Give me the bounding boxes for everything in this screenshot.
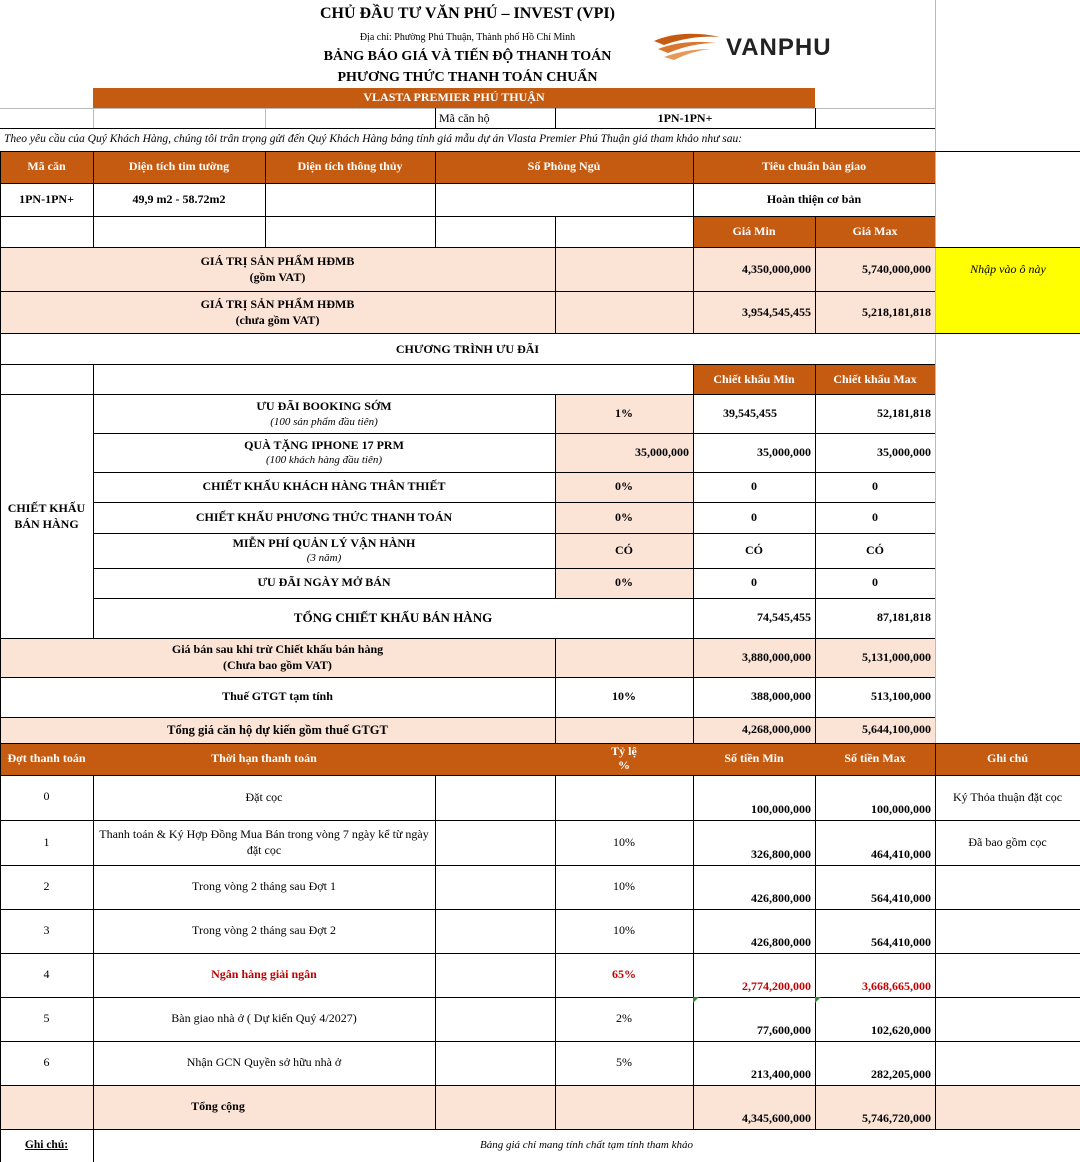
header-price-max: Giá Max — [815, 216, 935, 247]
schedule-amount-min: 426,800,000 — [751, 891, 811, 906]
schedule-percentage: 10% — [613, 834, 635, 849]
company-address: Địa chỉ: Phường Phú Thuận, Thành phố Hồ Chí Minh — [359, 31, 576, 43]
promo-item-min: 39,545,455 — [723, 406, 777, 421]
header-amount-min: Số tiền Min — [693, 743, 815, 775]
value-with-vat-line2: (gồm VAT) — [249, 269, 306, 284]
promo-item-name: ƯU ĐÃI BOOKING SỚM — [256, 399, 392, 414]
promo-item-min: 0 — [751, 575, 757, 590]
after-discount-max: 5,131,000,000 — [862, 649, 931, 664]
promo-item-rate: 0% — [615, 509, 633, 524]
header-clear-area: Diện tích thông thủy — [265, 151, 435, 183]
schedule-percentage: 65% — [612, 967, 636, 982]
after-discount-line2: (Chưa bao gồm VAT) — [223, 657, 332, 672]
promo-item-min: CÓ — [745, 542, 763, 557]
schedule-amount-min: 213,400,000 — [751, 1067, 811, 1082]
document-title: BẢNG BÁO GIÁ VÀ TIẾN ĐỘ THANH TOÁN — [323, 49, 612, 65]
promo-item-rate: 1% — [615, 406, 633, 421]
promo-item-max: CÓ — [866, 542, 884, 557]
promo-item-max: 0 — [872, 509, 878, 524]
schedule-total-max: 5,746,720,000 — [862, 1111, 931, 1126]
unit-code-label: Mã căn hộ — [439, 110, 490, 125]
input-note-cell[interactable]: Nhập vào ô này — [936, 248, 1080, 333]
schedule-percentage: 5% — [616, 1055, 632, 1070]
promo-item-min: 0 — [751, 479, 757, 494]
value-with-vat-max: 5,740,000,000 — [862, 261, 931, 276]
schedule-note: Đã bao gồm cọc — [968, 834, 1047, 849]
header-note: Ghi chú — [935, 743, 1080, 775]
promo-item-sub: (100 khách hàng đầu tiên) — [265, 454, 383, 467]
promo-item-max: 35,000,000 — [877, 444, 931, 459]
schedule-phase: 1 — [43, 834, 50, 849]
schedule-term: Bàn giao nhà ở ( Dự kiến Quý 4/2027) — [171, 1011, 357, 1026]
after-discount-min: 3,880,000,000 — [742, 649, 811, 664]
grand-total-min: 4,268,000,000 — [742, 722, 811, 737]
value-without-vat-max: 5,218,181,818 — [862, 304, 931, 319]
promo-item-name: CHIẾT KHẤU KHÁCH HÀNG THÂN THIẾT — [202, 479, 446, 494]
promo-item-rate: 35,000,000 — [635, 444, 689, 459]
value-with-vat-line1: GIÁ TRỊ SẢN PHẨM HĐMB — [200, 253, 355, 268]
schedule-amount-min: 77,600,000 — [757, 1023, 811, 1038]
schedule-total-min: 4,345,600,000 — [742, 1111, 811, 1126]
header-price-min: Giá Min — [693, 216, 815, 247]
unit-code-value: 1PN-1PN+ — [657, 110, 713, 125]
handover-standard-cell: Hoàn thiện cơ bản — [766, 191, 862, 206]
schedule-term: Đặt cọc — [245, 789, 283, 804]
schedule-term: Thanh toán & Ký Hợp Đồng Mua Bán trong vòng 7 ngày kể từ ngày đặt cọc — [99, 826, 429, 857]
header-discount-max: Chiết khấu Max — [815, 365, 935, 395]
footer-note-text: Bảng giá chỉ mang tính chất tạm tính tham khảo — [480, 1139, 693, 1152]
promo-title: CHƯƠNG TRÌNH ƯU ĐÃI — [395, 341, 540, 356]
header-discount-min: Chiết khấu Min — [693, 365, 815, 395]
unit-code-cell: 1PN-1PN+ — [19, 191, 74, 206]
schedule-phase: 0 — [43, 789, 50, 803]
schedule-amount-min: 2,774,200,000 — [742, 979, 811, 994]
vat-min: 388,000,000 — [751, 689, 811, 704]
promo-item — [93, 433, 555, 472]
footer-note-label: Ghi chú: — [24, 1139, 69, 1152]
schedule-amount-max: 3,668,665,000 — [862, 979, 931, 994]
schedule-amount-min: 326,800,000 — [751, 847, 811, 862]
header-bedrooms: Số Phòng Ngủ — [435, 151, 693, 183]
schedule-phase: 6 — [43, 1055, 50, 1070]
company-name: CHỦ ĐẦU TƯ VĂN PHÚ – INVEST (VPI) — [320, 4, 615, 22]
header-phase: Đợt thanh toán — [0, 743, 93, 775]
promo-item — [93, 395, 555, 433]
schedule-percentage: 10% — [613, 923, 635, 938]
value-without-vat-line1: GIÁ TRỊ SẢN PHẨM HĐMB — [200, 296, 355, 311]
promo-item-max: 0 — [872, 575, 878, 590]
schedule-amount-max: 564,410,000 — [871, 891, 931, 906]
after-discount-label — [0, 638, 555, 677]
header-percentage-line1: Tỷ lệ — [611, 744, 637, 759]
header-unit-code: Mã căn — [0, 151, 93, 183]
promo-item-max: 52,181,818 — [877, 406, 931, 421]
schedule-phase: 4 — [43, 967, 50, 982]
grand-total-label: Tổng giá căn hộ dự kiến gồm thuế GTGT — [167, 722, 388, 737]
schedule-term: Trong vòng 2 tháng sau Đợt 1 — [192, 879, 336, 894]
schedule-term: Trong vòng 2 tháng sau Đợt 2 — [192, 923, 336, 938]
promo-item-rate: CÓ — [615, 542, 633, 557]
grand-total-max: 5,644,100,000 — [862, 722, 931, 737]
vat-max: 513,100,000 — [871, 689, 931, 704]
schedule-amount-max: 102,620,000 — [871, 1023, 931, 1038]
promo-item-rate: 0% — [615, 479, 633, 494]
promo-total-min: 74,545,455 — [757, 610, 811, 625]
promo-item-min: 0 — [751, 509, 757, 524]
project-name-banner: VLASTA PREMIER PHÚ THUẬN — [93, 88, 815, 108]
promo-item-rate: 0% — [615, 575, 633, 590]
schedule-amount-min: 100,000,000 — [751, 802, 811, 817]
promo-item-name: CHIẾT KHẤU PHƯƠNG THỨC THANH TOÁN — [195, 509, 453, 524]
after-discount-line1: Giá bán sau khi trừ Chiết khấu bán hàng — [171, 641, 384, 656]
schedule-amount-min: 426,800,000 — [751, 935, 811, 950]
schedule-term: Ngân hàng giải ngân — [211, 967, 317, 982]
promo-item — [93, 533, 555, 568]
schedule-percentage: 2% — [616, 1011, 632, 1026]
schedule-phase: 2 — [43, 879, 50, 894]
promo-item-sub: (3 năm) — [306, 552, 342, 565]
promo-item-name: ƯU ĐÃI NGÀY MỞ BÁN — [257, 575, 391, 590]
value-with-vat-min: 4,350,000,000 — [742, 261, 811, 276]
schedule-amount-max: 100,000,000 — [871, 802, 931, 817]
header-percentage — [555, 743, 693, 775]
logo-text: VANPHU — [726, 34, 832, 61]
header-percentage-line2: % — [618, 758, 630, 772]
document-subtitle: PHƯƠNG THỨC THANH TOÁN CHUẨN — [337, 69, 598, 85]
value-with-vat-label — [0, 248, 555, 291]
intro-text: Theo yêu cầu của Quý Khách Hàng, chúng tôi trân trọng gửi đến Quý Khách Hàng bảng tính giá mẫu dự án Vlasta Premier Phú Thuận giá tham khảo như sau: — [4, 133, 743, 146]
promo-item-name: QUÀ TẶNG IPHONE 17 PRM — [244, 437, 404, 452]
vat-rate: 10% — [612, 689, 636, 704]
schedule-note: Ký Thỏa thuận đặt cọc — [952, 789, 1063, 804]
schedule-amount-max: 282,205,000 — [871, 1067, 931, 1082]
promo-item-name: MIỄN PHÍ QUẢN LÝ VẬN HÀNH — [232, 535, 416, 550]
vat-label: Thuế GTGT tạm tính — [222, 689, 333, 704]
value-without-vat-line2: (chưa gồm VAT) — [235, 312, 320, 327]
schedule-amount-max: 464,410,000 — [871, 847, 931, 862]
value-without-vat-min: 3,954,545,455 — [742, 304, 811, 319]
schedule-amount-max: 564,410,000 — [871, 935, 931, 950]
logo-swoosh-icon — [652, 31, 724, 65]
schedule-total-label: Tổng cộng — [191, 1099, 245, 1114]
schedule-term: Nhận GCN Quyền sở hữu nhà ở — [186, 1055, 342, 1070]
promo-item-sub: (100 sản phẩm đầu tiên) — [270, 415, 378, 428]
value-without-vat-label — [0, 291, 555, 334]
promo-total-max: 87,181,818 — [877, 610, 931, 625]
vanphu-logo — [652, 30, 862, 66]
header-payment-term: Thời hạn thanh toán — [93, 743, 435, 775]
sales-discount-side-label: CHIẾT KHẤU BÁN HÀNG — [7, 500, 86, 531]
header-amount-max: Số tiền Max — [815, 743, 935, 775]
promo-item-max: 0 — [872, 479, 878, 494]
schedule-phase: 3 — [43, 923, 50, 938]
promo-total-label: TỔNG CHIẾT KHẤU BÁN HÀNG — [293, 609, 493, 625]
schedule-percentage: 10% — [613, 879, 635, 894]
promo-item-min: 35,000,000 — [757, 444, 811, 459]
header-wall-area: Diện tích tim tường — [93, 151, 265, 183]
schedule-phase: 5 — [43, 1011, 50, 1026]
header-handover-standard: Tiêu chuẩn bàn giao — [693, 151, 935, 183]
wall-area-cell: 49,9 m2 - 58.72m2 — [132, 191, 226, 206]
